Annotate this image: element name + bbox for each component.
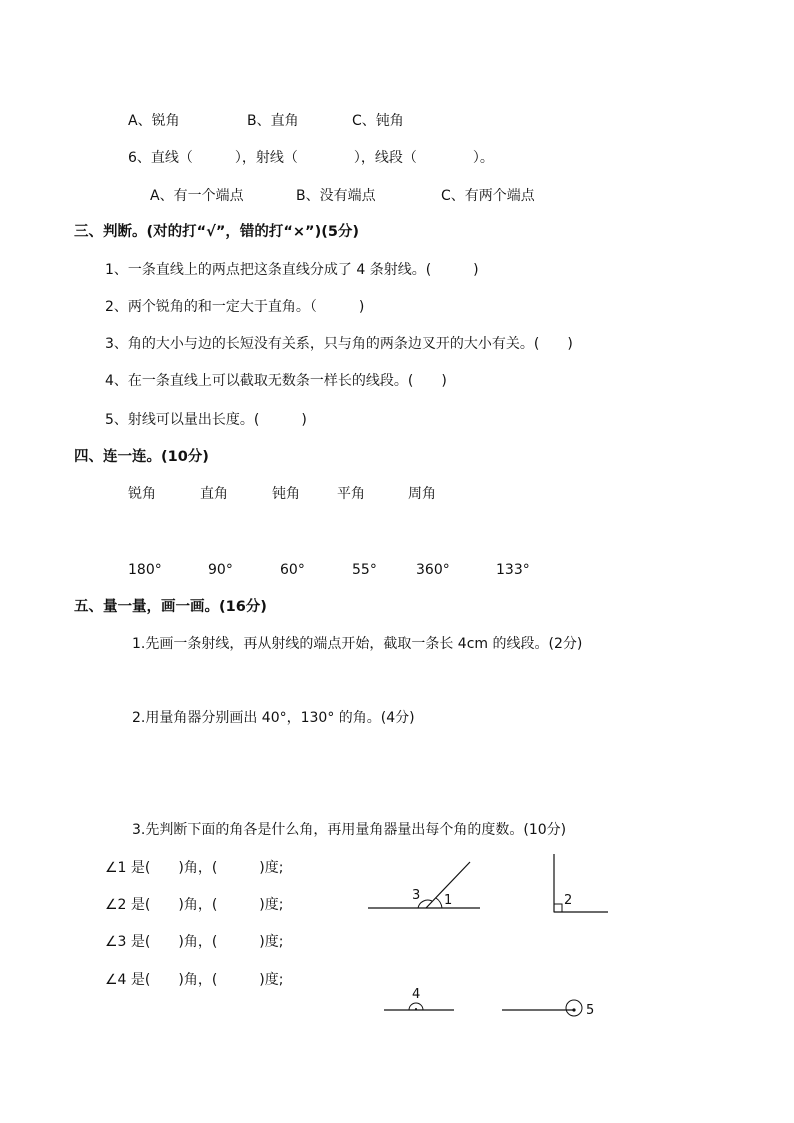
degree-360: 360° bbox=[416, 562, 450, 578]
section5-title: 五、量一量，画一画。(16分) bbox=[74, 599, 267, 615]
degree-55: 55° bbox=[352, 562, 377, 578]
angle-question-4: ∠4 是( )角，( )度; bbox=[105, 972, 284, 988]
angle-question-1: ∠1 是( )角，( )度; bbox=[105, 860, 284, 876]
measure-task-3: 3.先判断下面的角各是什么角，再用量角器量出每个角的度数。(10分) bbox=[132, 822, 567, 838]
draw-task-1: 1.先画一条射线，再从射线的端点开始，截取一条长 4cm 的线段。(2分) bbox=[132, 636, 583, 652]
q6-option-c: C、有两个端点 bbox=[441, 188, 535, 204]
degree-90: 90° bbox=[208, 562, 233, 578]
q5-option-b: B、直角 bbox=[247, 113, 299, 129]
angle-label-2: 2 bbox=[564, 893, 573, 908]
degree-180: 180° bbox=[128, 562, 162, 578]
degree-60: 60° bbox=[280, 562, 305, 578]
judge-item-1: 1、一条直线上的两点把这条直线分成了 4 条射线。( ) bbox=[105, 262, 479, 278]
angle-figure-5 bbox=[500, 994, 610, 1030]
section3-title: 三、判断。(对的打“√”，错的打“×”)(5分) bbox=[74, 224, 360, 240]
angle-name-straight: 平角 bbox=[337, 486, 365, 502]
q6-option-b: B、没有端点 bbox=[296, 188, 376, 204]
angle-name-full: 周角 bbox=[408, 486, 436, 502]
judge-item-5: 5、射线可以量出长度。( ) bbox=[105, 412, 307, 428]
angle-label-3: 3 bbox=[412, 888, 421, 903]
angle-question-3: ∠3 是( )角，( )度; bbox=[105, 934, 284, 950]
angle-label-5: 5 bbox=[586, 1003, 595, 1018]
angle-name-obtuse: 钝角 bbox=[272, 486, 300, 502]
judge-item-3: 3、角的大小与边的长短没有关系，只与角的两条边叉开的大小有关。( ) bbox=[105, 336, 573, 352]
q6-stem: 6、直线（ ），射线（ ），线段（ ）。 bbox=[128, 150, 494, 166]
angle-label-1: 1 bbox=[444, 893, 453, 908]
angle-figure-4 bbox=[382, 984, 462, 1020]
judge-item-2: 2、两个锐角的和一定大于直角。（ ) bbox=[105, 299, 365, 315]
angle-figure-2 bbox=[548, 852, 618, 916]
angle-label-4: 4 bbox=[412, 987, 421, 1002]
angle-question-2: ∠2 是( )角，( )度; bbox=[105, 897, 284, 913]
q5-option-a: A、锐角 bbox=[128, 113, 180, 129]
q5-option-c: C、钝角 bbox=[352, 113, 404, 129]
draw-task-2: 2.用量角器分别画出 40°，130° 的角。(4分) bbox=[132, 710, 415, 726]
section4-title: 四、连一连。(10分) bbox=[74, 449, 209, 465]
angle-figure-1-3 bbox=[366, 856, 486, 916]
judge-item-4: 4、在一条直线上可以截取无数条一样长的线段。( ) bbox=[105, 373, 447, 389]
angle-name-acute: 锐角 bbox=[128, 486, 156, 502]
q6-option-a: A、有一个端点 bbox=[150, 188, 244, 204]
angle-name-right: 直角 bbox=[200, 486, 228, 502]
degree-133: 133° bbox=[496, 562, 530, 578]
